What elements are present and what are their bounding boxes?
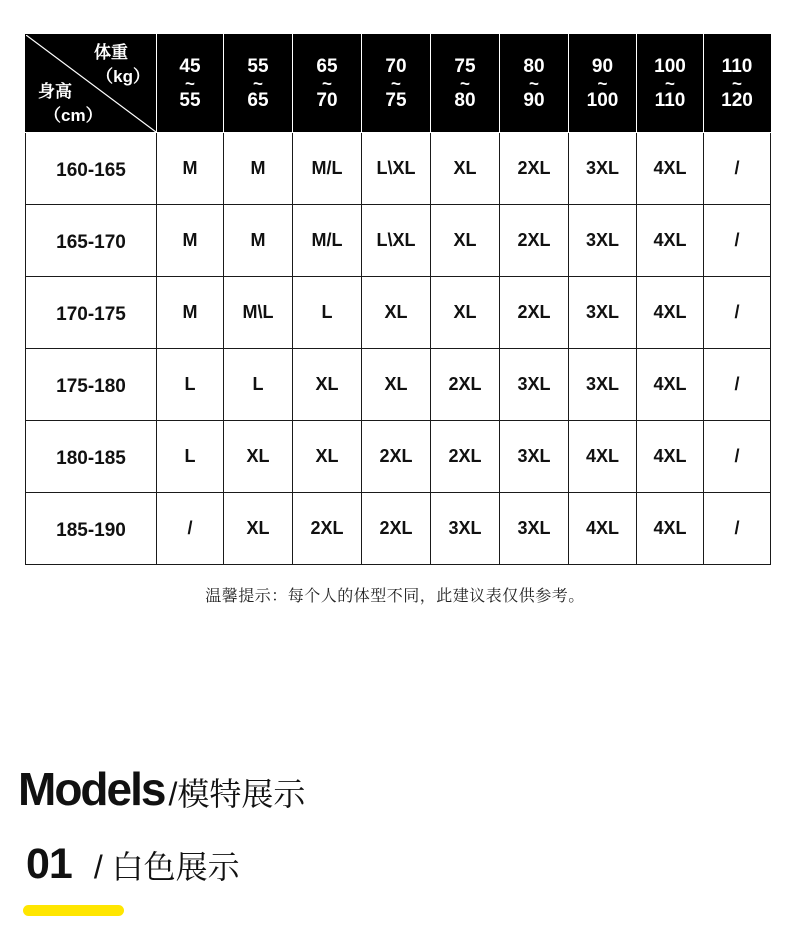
size-cell: 2XL <box>362 421 431 493</box>
models-title-en: Models <box>18 763 165 815</box>
size-cell: 4XL <box>637 421 704 493</box>
size-cell: / <box>704 349 771 421</box>
white-showcase-heading <box>26 840 240 889</box>
models-section-heading <box>18 762 305 816</box>
size-cell: L <box>157 349 224 421</box>
size-cell: 4XL <box>637 205 704 277</box>
weight-column-header: 100 ~ 110 <box>637 35 704 133</box>
height-range-cell: 170-175 <box>26 277 157 349</box>
size-tip-note: 温馨提示：每个人的体型不同，此建议表仅供参考。 <box>205 588 585 605</box>
size-cell: / <box>704 133 771 205</box>
weight-column-header: 80 ~ 90 <box>500 35 569 133</box>
size-cell: L <box>224 349 293 421</box>
weight-column-header: 45 ~ 55 <box>157 35 224 133</box>
size-cell: 4XL <box>637 277 704 349</box>
size-cell: 2XL <box>500 277 569 349</box>
size-cell: 2XL <box>500 133 569 205</box>
height-range-cell: 175-180 <box>26 349 157 421</box>
weight-column-header: 70 ~ 75 <box>362 35 431 133</box>
size-cell: XL <box>431 133 500 205</box>
table-row <box>26 133 771 205</box>
size-cell: XL <box>431 205 500 277</box>
size-cell: 3XL <box>569 277 637 349</box>
size-cell: M <box>224 205 293 277</box>
size-cell: XL <box>362 349 431 421</box>
table-row <box>26 421 771 493</box>
size-cell: M <box>157 205 224 277</box>
size-cell: 3XL <box>500 349 569 421</box>
size-cell: L\XL <box>362 133 431 205</box>
size-cell: / <box>704 205 771 277</box>
size-chart-table <box>25 34 771 565</box>
size-cell: 2XL <box>362 493 431 565</box>
size-cell: XL <box>431 277 500 349</box>
weight-column-header: 55 ~ 65 <box>224 35 293 133</box>
table-row <box>26 493 771 565</box>
height-range-cell: 180-185 <box>26 421 157 493</box>
size-cell: 3XL <box>569 133 637 205</box>
size-cell: 2XL <box>431 349 500 421</box>
size-cell: 4XL <box>637 349 704 421</box>
models-title-cn: /模特展示 <box>168 776 306 812</box>
height-range-cell: 165-170 <box>26 205 157 277</box>
table-row <box>26 277 771 349</box>
size-cell: 4XL <box>569 421 637 493</box>
size-cell: 2XL <box>293 493 362 565</box>
size-cell: 4XL <box>637 133 704 205</box>
size-cell: M <box>157 277 224 349</box>
size-cell: 3XL <box>500 421 569 493</box>
size-cell: XL <box>293 421 362 493</box>
header-row <box>26 35 771 133</box>
accent-underline-bar <box>23 905 124 916</box>
table-row <box>26 349 771 421</box>
size-cell: 3XL <box>500 493 569 565</box>
size-cell: M/L <box>293 205 362 277</box>
size-cell: / <box>704 277 771 349</box>
height-label-group <box>38 80 103 128</box>
weight-column-header: 75 ~ 80 <box>431 35 500 133</box>
size-cell: 4XL <box>637 493 704 565</box>
size-cell: 3XL <box>569 349 637 421</box>
table-row <box>26 205 771 277</box>
weight-column-header: 65 ~ 70 <box>293 35 362 133</box>
weight-unit: （kg） <box>96 67 150 86</box>
section-number: 01 <box>26 840 72 888</box>
size-cell: L <box>293 277 362 349</box>
size-cell: XL <box>362 277 431 349</box>
size-cell: M <box>224 133 293 205</box>
size-cell: L\XL <box>362 205 431 277</box>
size-cell: / <box>704 421 771 493</box>
size-cell: M/L <box>293 133 362 205</box>
size-cell: 2XL <box>500 205 569 277</box>
size-cell: / <box>704 493 771 565</box>
size-cell: XL <box>293 349 362 421</box>
size-cell: M <box>157 133 224 205</box>
weight-label: 体重 <box>94 43 128 62</box>
height-label: 身高 <box>38 82 72 101</box>
size-cell: 3XL <box>569 205 637 277</box>
weight-column-header: 110 ~ 120 <box>704 35 771 133</box>
size-cell: L <box>157 421 224 493</box>
height-unit: （cm） <box>44 106 103 125</box>
weight-column-header: 90 ~ 100 <box>569 35 637 133</box>
size-cell: 4XL <box>569 493 637 565</box>
size-cell: / <box>157 493 224 565</box>
size-cell: M\L <box>224 277 293 349</box>
height-range-cell: 185-190 <box>26 493 157 565</box>
size-cell: XL <box>224 421 293 493</box>
size-cell: 3XL <box>431 493 500 565</box>
section-label: / 白色展示 <box>93 849 240 885</box>
height-range-cell: 160-165 <box>26 133 157 205</box>
size-cell: 2XL <box>431 421 500 493</box>
size-cell: XL <box>224 493 293 565</box>
corner-header-cell <box>26 35 157 133</box>
